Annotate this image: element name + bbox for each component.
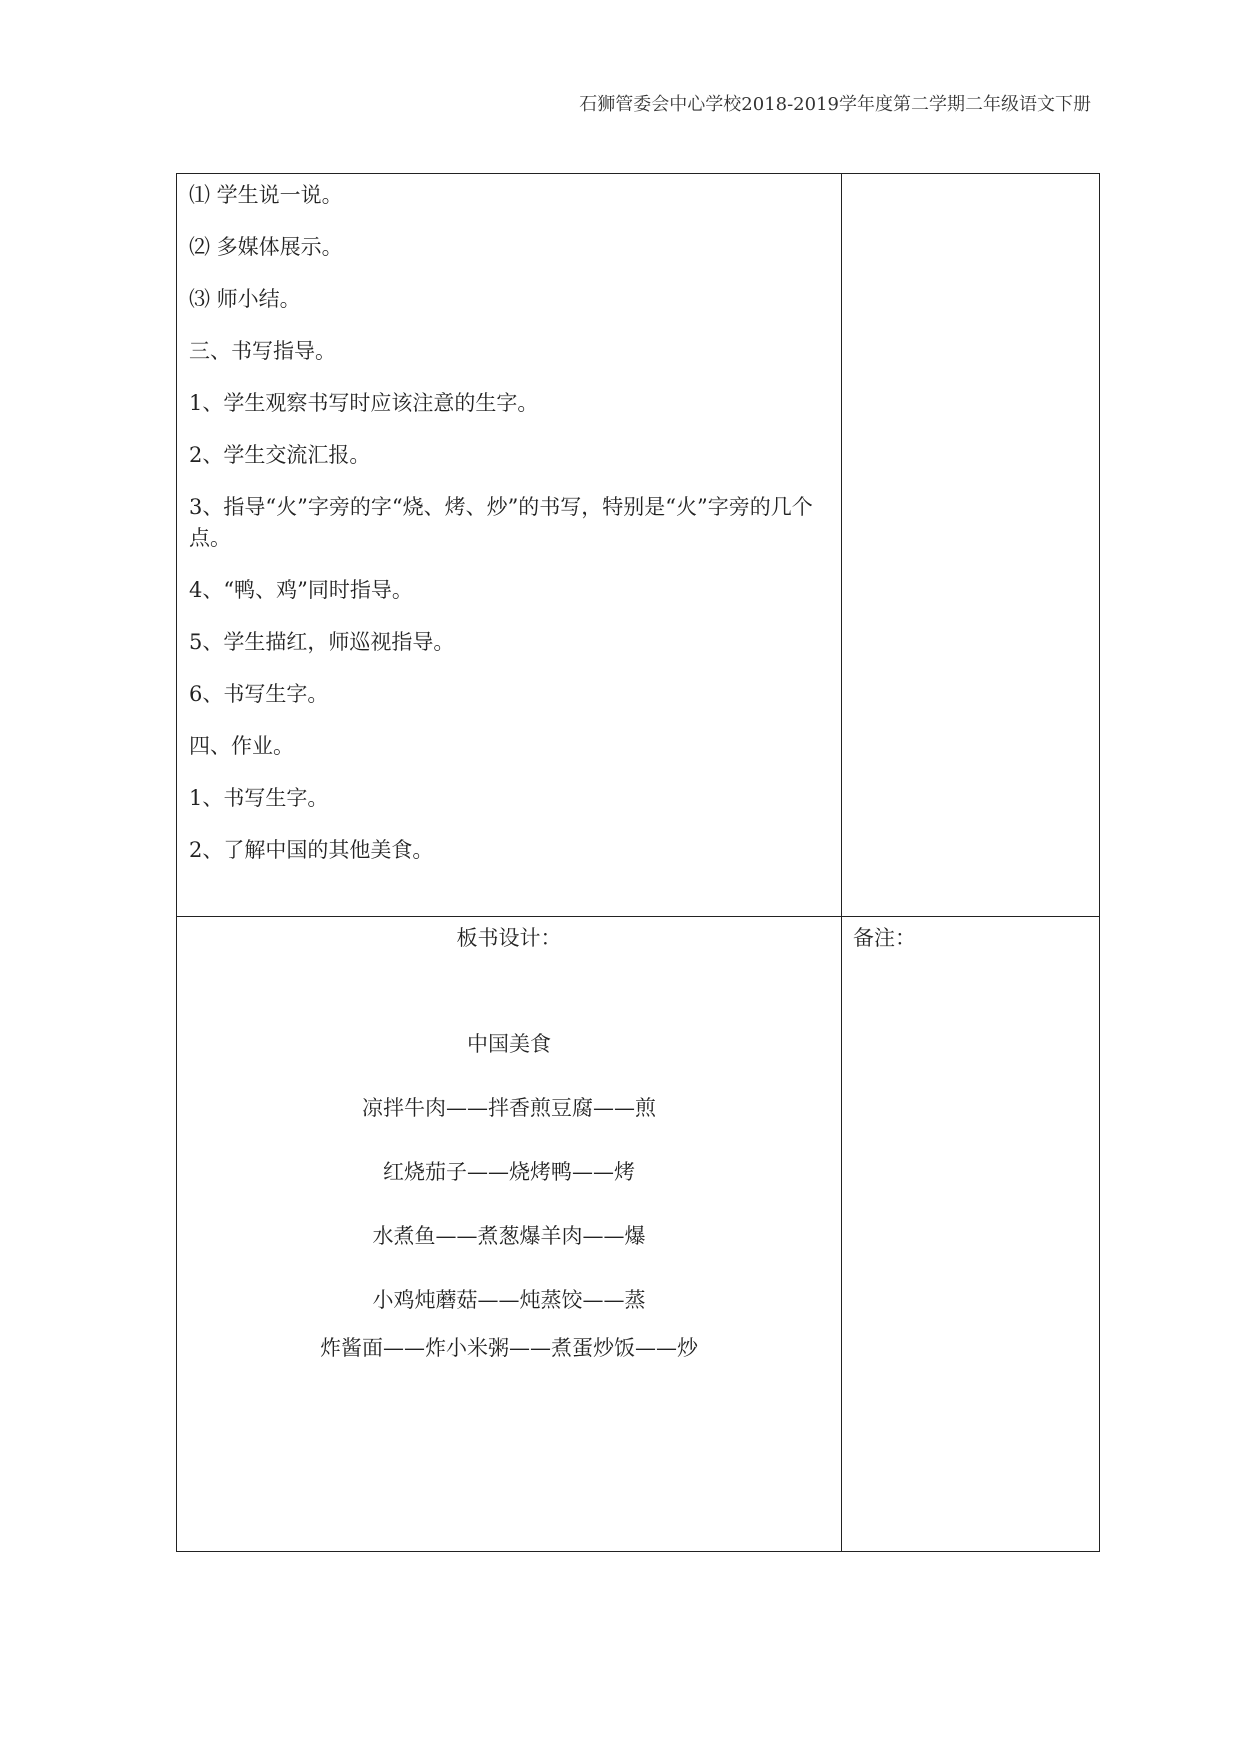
board-design-title: 中国美食	[467, 1032, 551, 1056]
board-line: 小鸡炖蘑菇——炖蒸饺——蒸	[372, 1288, 646, 1312]
board-design-heading: 板书设计：	[456, 926, 562, 950]
step-item: ⑵ 多媒体展示。	[189, 235, 343, 259]
step-item: 4、“鸭、鸡”同时指导。	[189, 578, 413, 602]
board-line: 红烧茄子——烧烤鸭——烤	[383, 1160, 635, 1184]
column-divider	[841, 174, 842, 1551]
step-item: 1、学生观察书写时应该注意的生字。	[189, 391, 539, 415]
step-item: ⑶ 师小结。	[189, 287, 301, 311]
step-item: 三、书写指导。	[189, 339, 336, 363]
step-item: 3、指导“火”字旁的字“烧、烤、炒”的书写，特别是“火”字旁的几个点。	[189, 495, 813, 550]
row-divider	[177, 916, 1099, 917]
step-item: 四、作业。	[189, 734, 294, 758]
step-item: 6、书写生字。	[189, 682, 329, 706]
step-item: 5、学生描红，师巡视指导。	[189, 630, 455, 654]
teaching-steps	[189, 180, 839, 887]
board-line: 水煮鱼——煮葱爆羊肉——爆	[372, 1224, 646, 1248]
page-header: 石狮管委会中心学校2018-2019学年度第二学期二年级语文下册	[579, 94, 1091, 115]
step-item: 2、学生交流汇报。	[189, 443, 371, 467]
step-item: ⑴ 学生说一说。	[189, 183, 343, 207]
step-item: 1、书写生字。	[189, 786, 329, 810]
lesson-table	[176, 173, 1100, 1552]
board-design-lines	[177, 1092, 841, 1396]
board-line: 凉拌牛肉——拌香煎豆腐——煎	[362, 1096, 656, 1120]
board-line: 炸酱面——炸小米粥——煮蛋炒饭——炒	[320, 1336, 698, 1360]
notes-heading: 备注：	[853, 926, 916, 950]
step-item: 2、了解中国的其他美食。	[189, 838, 434, 862]
